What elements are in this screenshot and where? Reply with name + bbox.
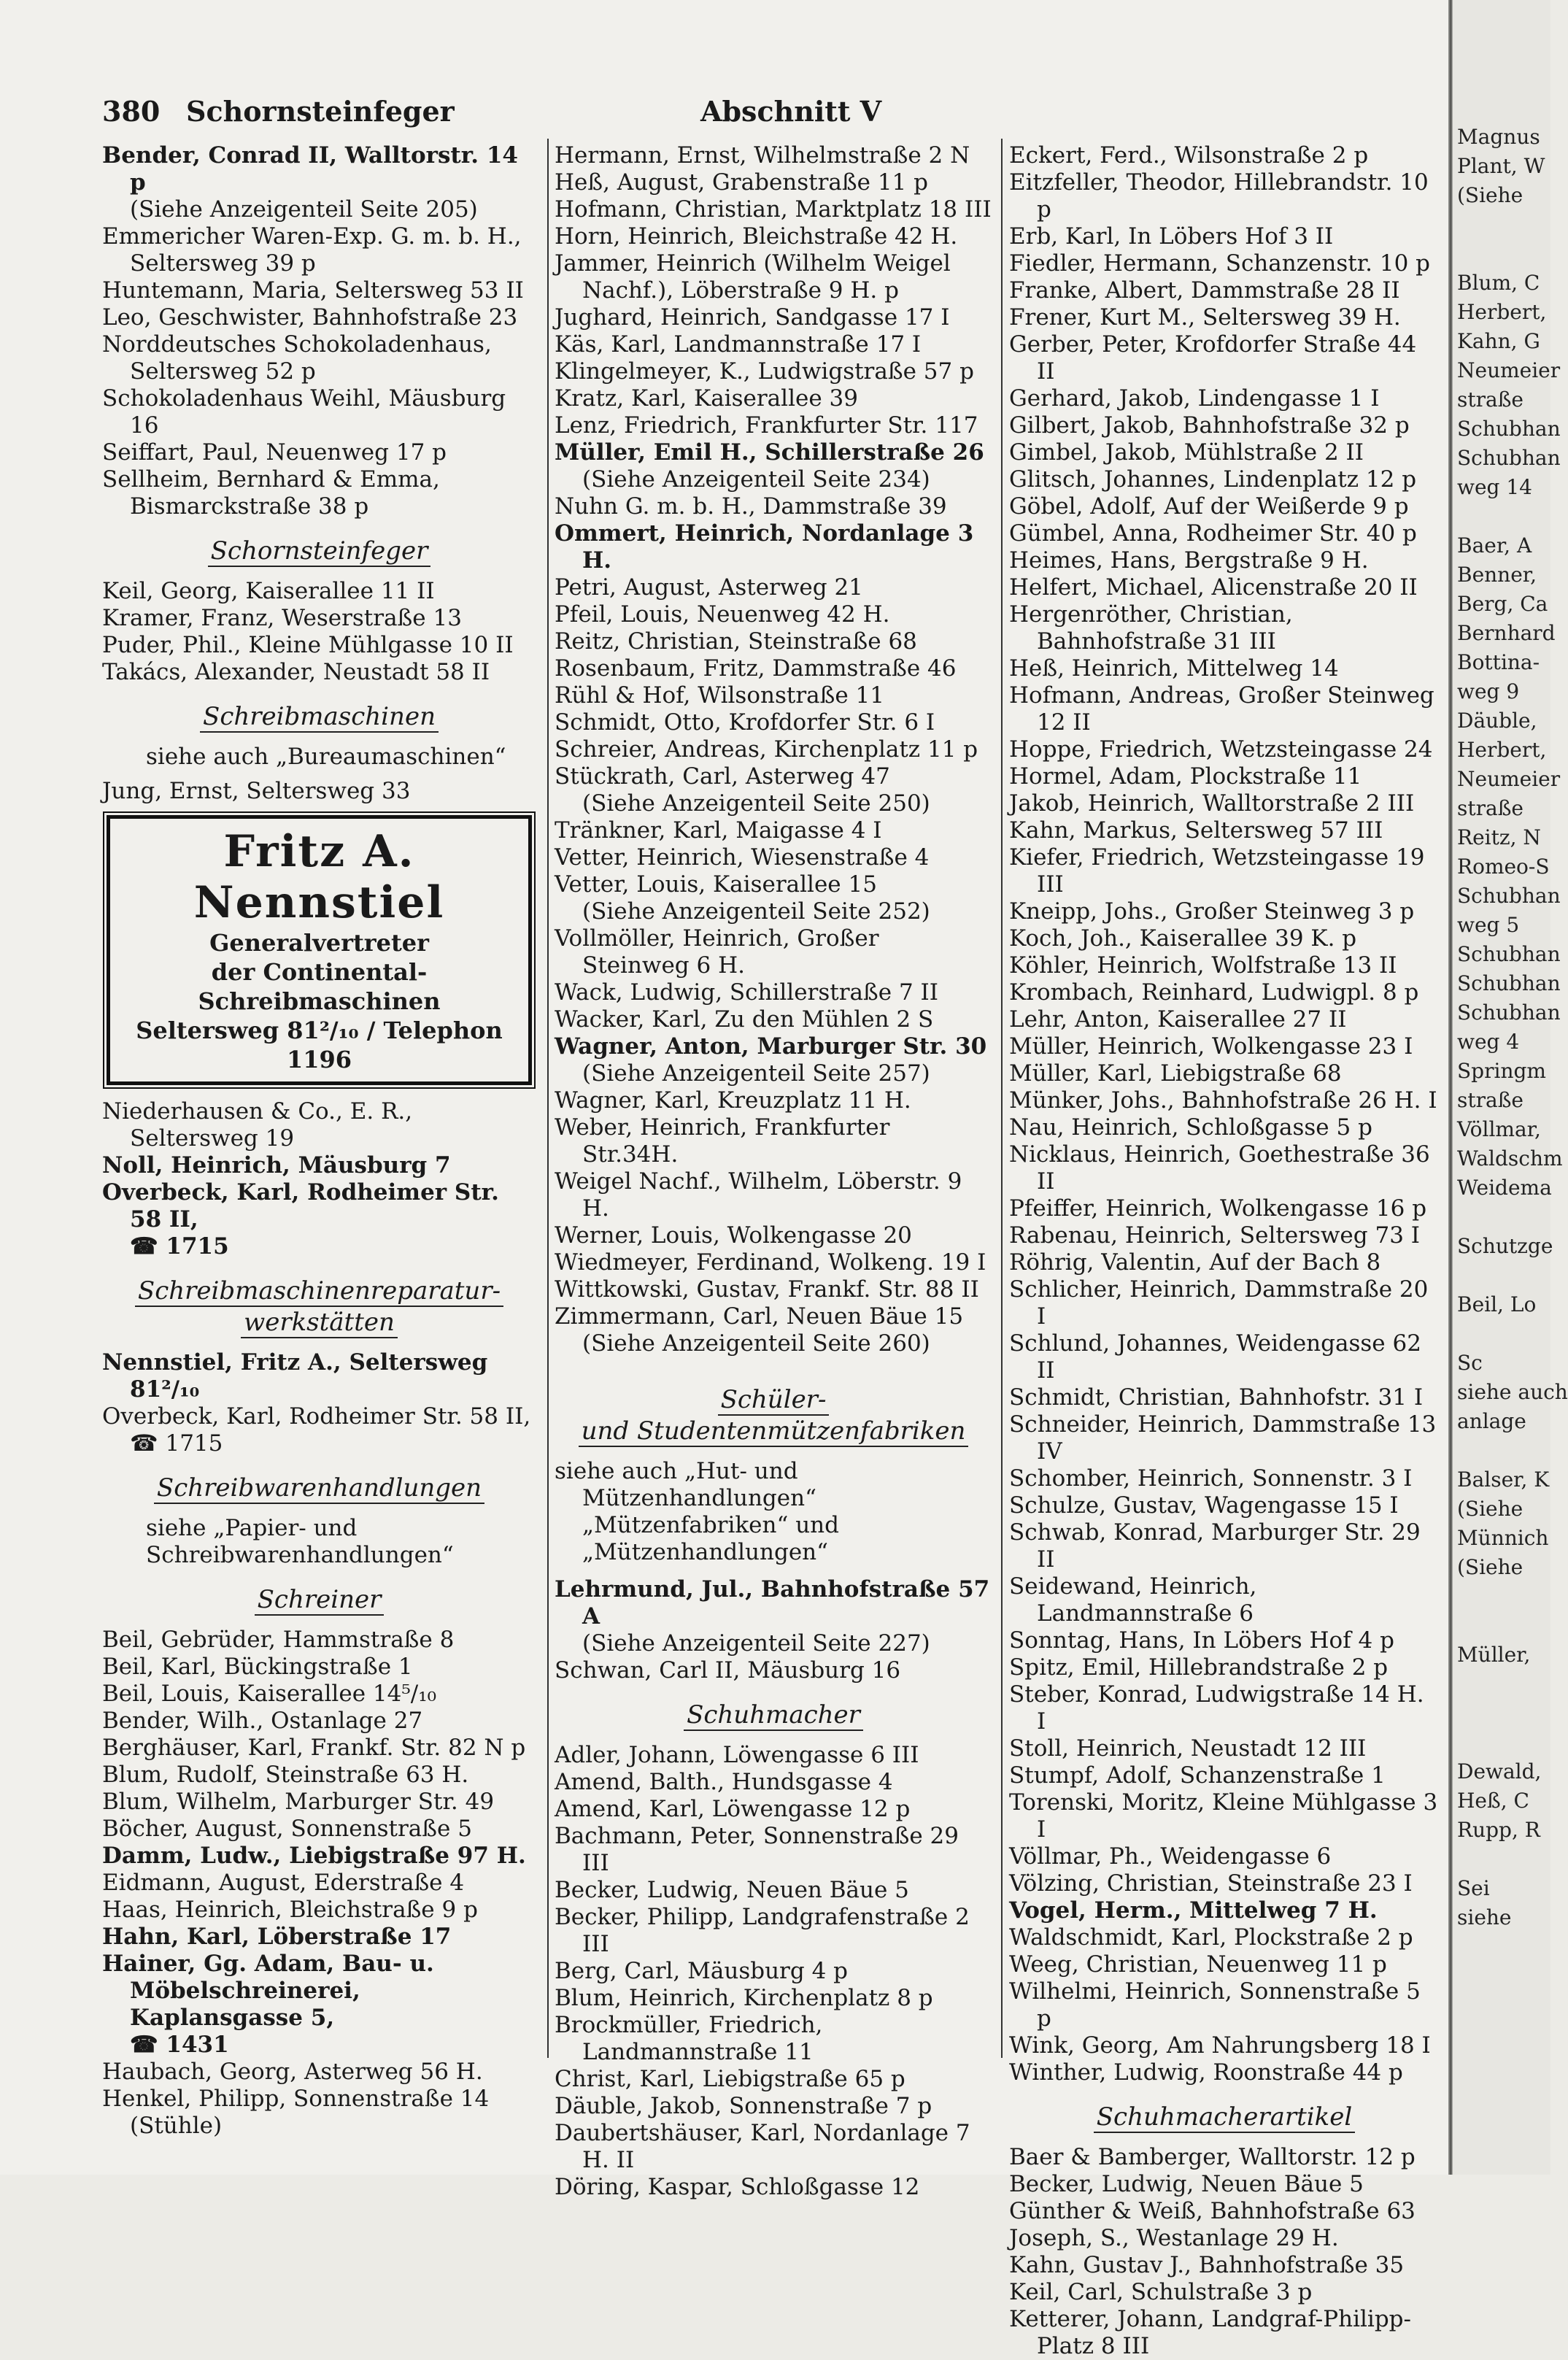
list-item: Baer & Bamberger, Walltorstr. 12 p xyxy=(1009,2144,1416,2170)
list-item: Sellheim, Bernhard & Emma, Bismarckstraße 38 p xyxy=(102,466,440,520)
list-item: Erb, Karl, In Löbers Hof 3 II xyxy=(1009,223,1334,250)
list-item: Vetter, Louis, Kaiserallee 15 xyxy=(555,871,877,898)
list-item: Rabenau, Heinrich, Seltersweg 73 I xyxy=(1009,1222,1421,1249)
column-2 xyxy=(555,142,992,2201)
list-item: Heß, August, Grabenstraße 11 p xyxy=(555,169,928,196)
telephone-icon: ☎ xyxy=(130,2032,158,2058)
adjacent-page-fragment: Herbert, xyxy=(1457,300,1547,324)
list-item: Koch, Joh., Kaiserallee 39 K. p xyxy=(1009,925,1357,952)
telephone-line xyxy=(102,1430,536,1457)
list-item: Schomber, Heinrich, Sonnenstr. 3 I xyxy=(1009,1465,1413,1492)
list-item: Schmidt, Otto, Krofdorfer Str. 6 I xyxy=(555,709,935,736)
adjacent-page-fragment: Schutzge xyxy=(1457,1234,1553,1258)
list-item: Seiffart, Paul, Neuenweg 17 p xyxy=(102,439,447,466)
list-item: Weber, Heinrich, Frankfurter Str.34H. xyxy=(555,1114,890,1168)
list-item: Adler, Johann, Löwengasse 6 III xyxy=(555,1742,919,1768)
list-item: Schneider, Heinrich, Dammstraße 13 IV xyxy=(1009,1411,1437,1465)
list-item: Nau, Heinrich, Schloßgasse 5 p xyxy=(1009,1114,1372,1141)
list-item: Weeg, Christian, Neuenweg 11 p xyxy=(1009,1951,1387,1978)
adjacent-page-fragment: Weidema xyxy=(1457,1176,1552,1200)
adjacent-page-fragment: Schubhan xyxy=(1457,942,1561,966)
list-item: Gimbel, Jakob, Mühlstraße 2 II xyxy=(1009,439,1364,466)
adjacent-page-fragment: Bernhard xyxy=(1457,621,1556,645)
ad-company-name: Fritz A. Nennstiel xyxy=(193,826,445,928)
list-item: Wink, Georg, Am Nahrungsberg 18 I xyxy=(1009,2032,1431,2059)
adjacent-page-fragment: Waldschm xyxy=(1457,1146,1563,1171)
list-item: Waldschmidt, Karl, Plockstraße 2 p xyxy=(1009,1924,1413,1951)
list-item: Horn, Heinrich, Bleichstraße 42 H. xyxy=(555,223,958,250)
adjacent-page-fragment: Neumeier xyxy=(1457,767,1561,791)
list-item: Bender, Wilh., Ostanlage 27 xyxy=(102,1708,423,1734)
list-item: Kramer, Franz, Weserstraße 13 xyxy=(102,605,462,631)
adjacent-page-fragment: straße xyxy=(1457,387,1523,412)
column-1 xyxy=(102,142,536,2140)
list-item: Petri, August, Asterweg 21 xyxy=(555,574,863,601)
see-also-note: siehe auch „Bureaumaschinen“ xyxy=(146,744,506,770)
telephone-number: 1715 xyxy=(165,1430,223,1457)
telephone-number: 1715 xyxy=(166,1233,229,1260)
section-heading-text: Schüler- xyxy=(718,1385,830,1416)
adjacent-page-fragment: straße xyxy=(1457,1088,1523,1112)
list-item: Brockmüller, Friedrich, Landmannstraße 11 xyxy=(555,2012,823,2065)
section-heading-text: Schreiner xyxy=(255,1585,385,1616)
telephone-number: 1431 xyxy=(166,2032,229,2058)
list-item: Becker, Ludwig, Neuen Bäue 5 xyxy=(555,1877,909,1903)
adjacent-page-fragment: Reitz, N xyxy=(1457,825,1541,849)
list-item: Keil, Carl, Schulstraße 3 p xyxy=(1009,2279,1313,2305)
list-item: Pfeiffer, Heinrich, Wolkengasse 16 p xyxy=(1009,1195,1427,1222)
list-item-note: (Siehe Anzeigenteil Seite 205) xyxy=(130,196,478,223)
list-item: Joseph, S., Westanlage 29 H. xyxy=(1009,2225,1339,2251)
list-item: Müller, Heinrich, Wolkengasse 23 I xyxy=(1009,1033,1413,1060)
adjacent-page-fragment: Sc xyxy=(1457,1351,1483,1375)
advertisement-box xyxy=(107,815,532,1085)
list-item: Hainer, Gg. Adam, Bau- u. Möbelschreinerei, Kaplansgasse 5, xyxy=(102,1951,434,2031)
list-item: Kneipp, Johs., Großer Steinweg 3 p xyxy=(1009,898,1415,925)
list-item: Schwab, Konrad, Marburger Str. 29 II xyxy=(1009,1519,1421,1573)
list-item: Völlmar, Ph., Weidengasse 6 xyxy=(1009,1843,1332,1870)
list-item: Bender, Conrad II, Walltorstr. 14 p xyxy=(102,142,518,196)
list-item: Röhrig, Valentin, Auf der Bach 8 xyxy=(1009,1249,1381,1276)
list-item: Amend, Balth., Hundsgasse 4 xyxy=(555,1769,893,1795)
telephone-line xyxy=(102,1233,536,1260)
adjacent-page-fragment: Schubhan xyxy=(1457,446,1561,470)
column-divider xyxy=(547,139,549,2058)
list-item: Berg, Carl, Mäusburg 4 p xyxy=(555,1958,848,1984)
list-item: Daubertshäuser, Karl, Nordanlage 7 H. II xyxy=(555,2120,970,2173)
list-item: Fiedler, Hermann, Schanzenstr. 10 p xyxy=(1009,250,1430,277)
list-item: Blum, Wilhelm, Marburger Str. 49 xyxy=(102,1789,495,1815)
list-item: Schlicher, Heinrich, Dammstraße 20 I xyxy=(1009,1276,1429,1330)
list-item: Nicklaus, Heinrich, Goethestraße 36 II xyxy=(1009,1141,1430,1195)
list-item: Hoppe, Friedrich, Wetzsteingasse 24 xyxy=(1009,736,1433,763)
adjacent-page-fragment: Schubhan xyxy=(1457,971,1561,995)
adjacent-page-fragment: (Siehe xyxy=(1457,1555,1523,1579)
adjacent-page-fragment: (Siehe xyxy=(1457,1497,1523,1521)
list-item: Glitsch, Johannes, Lindenplatz 12 p xyxy=(1009,466,1417,493)
list-item: Völzing, Christian, Steinstraße 23 I xyxy=(1009,1870,1413,1897)
list-item: Heß, Heinrich, Mittelweg 14 xyxy=(1009,655,1339,682)
list-item-note: (Siehe Anzeigenteil Seite 234) xyxy=(582,466,930,493)
list-item: Amend, Karl, Löwengasse 12 p xyxy=(555,1796,911,1822)
running-title: Schornsteinfeger xyxy=(186,95,455,128)
list-item: Lehrmund, Jul., Bahnhofstraße 57 A xyxy=(555,1576,990,1630)
list-item: Müller, Karl, Liebigstraße 68 xyxy=(1009,1060,1342,1087)
telephone-icon: ☎ xyxy=(130,1430,158,1457)
adjacent-page-fragment: Dewald, xyxy=(1457,1759,1542,1784)
adjacent-page-fragment: Springm xyxy=(1457,1059,1546,1083)
list-item: Wilhelmi, Heinrich, Sonnenstraße 5 p xyxy=(1009,1978,1421,2032)
list-item: Böcher, August, Sonnenstraße 5 xyxy=(102,1816,472,1842)
section-heading-text: werkstätten xyxy=(241,1308,398,1338)
list-item: Hahn, Karl, Löberstraße 17 xyxy=(102,1924,452,1950)
column-divider xyxy=(1001,139,1003,2058)
adjacent-page-fragment: Benner, xyxy=(1457,563,1537,587)
section-heading xyxy=(102,703,536,730)
list-item: Däuble, Jakob, Sonnenstraße 7 p xyxy=(555,2093,932,2119)
list-item: Gümbel, Anna, Rodheimer Str. 40 p xyxy=(1009,520,1417,547)
list-item: Eitzfeller, Theodor, Hillebrandstr. 10 p xyxy=(1009,169,1429,223)
list-item: Haubach, Georg, Asterweg 56 H. xyxy=(102,2059,483,2085)
section-heading xyxy=(555,1702,992,1729)
list-item: Keil, Georg, Kaiserallee 11 II xyxy=(102,578,435,604)
list-item: Hofmann, Christian, Marktplatz 18 III xyxy=(555,196,992,223)
list-item: Eckert, Ferd., Wilsonstraße 2 p xyxy=(1009,142,1369,169)
section-title: Abschnitt V xyxy=(700,95,882,128)
list-item: Blum, Rudolf, Steinstraße 63 H. xyxy=(102,1762,469,1788)
adjacent-page-fragment: Schubhan xyxy=(1457,417,1561,441)
adjacent-page-edge xyxy=(1453,0,1568,2175)
list-item: Noll, Heinrich, Mäusburg 7 xyxy=(102,1152,451,1179)
list-item: Ketterer, Johann, Landgraf-Philipp-Platz 8 III xyxy=(1009,2306,1411,2359)
list-item: Schreier, Andreas, Kirchenplatz 11 p xyxy=(555,736,978,763)
list-item: Döring, Kaspar, Schloßgasse 12 xyxy=(555,2174,920,2200)
list-item: Gilbert, Jakob, Bahnhofstraße 32 p xyxy=(1009,412,1410,439)
adjacent-page-fragment: Bottina- xyxy=(1457,650,1540,674)
adjacent-page-fragment: Sei xyxy=(1457,1876,1490,1900)
adjacent-page-fragment: Berg, Ca xyxy=(1457,592,1548,616)
list-item: Vetter, Heinrich, Wiesenstraße 4 xyxy=(555,844,930,871)
list-item: Jakob, Heinrich, Walltorstraße 2 III xyxy=(1009,790,1415,817)
adjacent-page-fragment: Schubhan xyxy=(1457,1000,1561,1025)
list-item: Haas, Heinrich, Bleichstraße 9 p xyxy=(102,1897,478,1923)
list-item: Gerhard, Jakob, Lindengasse 1 I xyxy=(1009,385,1380,412)
list-item: Zimmermann, Carl, Neuen Bäue 15 xyxy=(555,1303,964,1330)
adjacent-page-fragment: straße xyxy=(1457,796,1523,820)
list-item: Becker, Philipp, Landgrafenstraße 2 III xyxy=(555,1904,970,1957)
adjacent-page-fragment: Balser, K xyxy=(1457,1468,1550,1492)
list-item: Overbeck, Karl, Rodheimer Str. 58 II, xyxy=(102,1179,499,1233)
adjacent-page-fragment: Schubhan xyxy=(1457,884,1561,908)
list-item: Schmidt, Christian, Bahnhofstr. 31 I xyxy=(1009,1384,1424,1411)
section-heading xyxy=(555,1418,992,1445)
list-item: Sonntag, Hans, In Löbers Hof 4 p xyxy=(1009,1627,1394,1654)
list-item: Kahn, Gustav J., Bahnhofstraße 35 xyxy=(1009,2252,1405,2278)
adjacent-page-fragment: (Siehe xyxy=(1457,183,1523,207)
list-item: Spitz, Emil, Hillebrandstraße 2 p xyxy=(1009,1654,1389,1681)
adjacent-page-fragment: Plant, W xyxy=(1457,154,1545,178)
adjacent-page-fragment: Kahn, G xyxy=(1457,329,1540,353)
list-item: Stumpf, Adolf, Schanzenstraße 1 xyxy=(1009,1762,1386,1789)
list-item: Beil, Karl, Bückingstraße 1 xyxy=(102,1654,413,1680)
page-number: 380 xyxy=(102,95,161,128)
list-item: Emmericher Waren-Exp. G. m. b. H., Seltersweg 39 p xyxy=(102,223,522,277)
list-item: Kiefer, Friedrich, Wetzsteingasse 19 III xyxy=(1009,844,1425,898)
adjacent-page-fragment: Baer, A xyxy=(1457,533,1532,558)
list-item: Gerber, Peter, Krofdorfer Straße 44 II xyxy=(1009,331,1417,385)
list-item: Lehr, Anton, Kaiserallee 27 II xyxy=(1009,1006,1347,1033)
list-item: Wittkowski, Gustav, Frankf. Str. 88 II xyxy=(555,1276,979,1303)
list-item: Niederhausen & Co., E. R., Seltersweg 19 xyxy=(102,1098,413,1152)
list-item: Köhler, Heinrich, Wolfstraße 13 II xyxy=(1009,952,1397,979)
list-item: Hormel, Adam, Plockstraße 11 xyxy=(1009,763,1362,790)
list-item: Kahn, Markus, Seltersweg 57 III xyxy=(1009,817,1383,844)
list-item: Käs, Karl, Landmannstraße 17 I xyxy=(555,331,922,358)
section-heading-text: Schuhmacher xyxy=(684,1700,863,1731)
ad-line: der Continental-Schreibmaschinen xyxy=(198,958,441,1015)
list-item-note: (Siehe Anzeigenteil Seite 260) xyxy=(582,1330,930,1357)
list-item: Hermann, Ernst, Wilhelmstraße 2 N xyxy=(555,142,970,169)
list-item: Helfert, Michael, Alicenstraße 20 II xyxy=(1009,574,1418,601)
adjacent-page-fragment: Heß, C xyxy=(1457,1789,1529,1813)
adjacent-page-fragment: weg 5 xyxy=(1457,913,1520,937)
list-item: Christ, Karl, Liebigstraße 65 p xyxy=(555,2066,905,2092)
ad-line: Seltersweg 81²/₁₀ / Telephon 1196 xyxy=(136,1017,503,1073)
list-item: Stückrath, Carl, Asterweg 47 xyxy=(555,763,890,790)
list-item: Ommert, Heinrich, Nordanlage 3 H. xyxy=(555,520,974,574)
list-item: Wagner, Karl, Kreuzplatz 11 H. xyxy=(555,1087,911,1114)
adjacent-page-fragment: Blum, C xyxy=(1457,271,1540,295)
list-item: Frener, Kurt M., Seltersweg 39 H. xyxy=(1009,304,1401,331)
adjacent-page-fragment: siehe xyxy=(1457,1905,1512,1929)
ad-line: Generalvertreter xyxy=(209,929,429,957)
section-heading xyxy=(102,1309,536,1336)
list-item: Franke, Albert, Dammstraße 28 II xyxy=(1009,277,1400,304)
list-item: Nennstiel, Fritz A., Seltersweg 81²/₁₀ xyxy=(102,1349,488,1403)
list-item: Overbeck, Karl, Rodheimer Str. 58 II, xyxy=(102,1403,531,1430)
list-item: Göbel, Adolf, Auf der Weißerde 9 p xyxy=(1009,493,1409,520)
telephone-line xyxy=(102,2032,536,2059)
see-also-note: siehe auch „Hut- und Mützenhandlungen“ „Mützenfabriken“ und „Mützenhandlungen“ xyxy=(555,1458,839,1565)
list-item: Münker, Johs., Bahnhofstraße 26 H. I xyxy=(1009,1087,1437,1114)
list-item: Norddeutsches Schokoladenhaus, Seltersweg 52 p xyxy=(102,331,492,385)
list-item: Krombach, Reinhard, Ludwigpl. 8 p xyxy=(1009,979,1419,1006)
list-item: Vogel, Herm., Mittelweg 7 H. xyxy=(1009,1897,1378,1924)
list-item-note: (Siehe Anzeigenteil Seite 257) xyxy=(582,1060,930,1087)
list-item: Huntemann, Maria, Seltersweg 53 II xyxy=(102,277,524,304)
list-item: Winther, Ludwig, Roonstraße 44 p xyxy=(1009,2059,1403,2086)
adjacent-page-fragment: weg 4 xyxy=(1457,1030,1520,1054)
list-item: Blum, Heinrich, Kirchenplatz 8 p xyxy=(555,1985,933,2011)
list-item: Berghäuser, Karl, Frankf. Str. 82 N p xyxy=(102,1735,526,1761)
list-item: Wacker, Karl, Zu den Mühlen 2 S xyxy=(555,1006,934,1033)
adjacent-page-fragment: weg 9 xyxy=(1457,679,1520,703)
list-item: Günther & Weiß, Bahnhofstraße 63 xyxy=(1009,2198,1416,2224)
list-item: Leo, Geschwister, Bahnhofstraße 23 xyxy=(102,304,518,331)
section-heading xyxy=(102,1475,536,1502)
list-item: Jughard, Heinrich, Sandgasse 17 I xyxy=(555,304,950,331)
list-item: Schokoladenhaus Weihl, Mäusburg 16 xyxy=(102,385,506,439)
list-item: Rühl & Hof, Wilsonstraße 11 xyxy=(555,682,884,709)
list-item: Jung, Ernst, Seltersweg 33 xyxy=(102,778,411,804)
list-item: Wack, Ludwig, Schillerstraße 7 II xyxy=(555,979,939,1006)
adjacent-page-fragment: Münnich xyxy=(1457,1526,1549,1550)
list-item-note: (Siehe Anzeigenteil Seite 250) xyxy=(582,790,930,817)
list-item: Hergenröther, Christian, Bahnhofstraße 31 III xyxy=(1009,601,1293,655)
list-item-note: (Siehe Anzeigenteil Seite 227) xyxy=(582,1630,930,1657)
section-heading xyxy=(102,538,536,565)
list-item: Stoll, Heinrich, Neustadt 12 III xyxy=(1009,1735,1367,1762)
list-item: Tränkner, Karl, Maigasse 4 I xyxy=(555,817,882,844)
adjacent-page-fragment: Beil, Lo xyxy=(1457,1292,1537,1316)
section-heading-text: Schornsteinfeger xyxy=(208,536,431,567)
list-item: Wiedmeyer, Ferdinand, Wolkeng. 19 I xyxy=(555,1249,986,1276)
list-item: Torenski, Moritz, Kleine Mühlgasse 3 I xyxy=(1009,1789,1438,1843)
section-heading xyxy=(102,1278,536,1305)
adjacent-page-fragment: anlage xyxy=(1457,1409,1526,1433)
section-heading-text: Schreibwarenhandlungen xyxy=(154,1473,484,1504)
list-item: Takács, Alexander, Neustadt 58 II xyxy=(102,659,490,685)
adjacent-page-fragment: Däuble, xyxy=(1457,709,1537,733)
list-item: Wagner, Anton, Marburger Str. 30 xyxy=(555,1033,987,1060)
list-item: Seidewand, Heinrich, Landmannstraße 6 xyxy=(1009,1573,1257,1627)
section-heading-text: und Studentenmützenfabriken xyxy=(579,1416,969,1447)
list-item: Becker, Ludwig, Neuen Bäue 5 xyxy=(1009,2171,1364,2197)
list-item: Kratz, Karl, Kaiserallee 39 xyxy=(555,385,858,412)
list-item: Eidmann, August, Ederstraße 4 xyxy=(102,1870,465,1896)
list-item: Beil, Gebrüder, Hammstraße 8 xyxy=(102,1627,455,1653)
adjacent-page-fragment: Völlmar, xyxy=(1457,1117,1541,1141)
list-item: Bachmann, Peter, Sonnenstraße 29 III xyxy=(555,1823,959,1876)
list-item: Heimes, Hans, Bergstraße 9 H. xyxy=(1009,547,1369,574)
adjacent-page-fragment: weg 14 xyxy=(1457,475,1532,499)
list-item: Steber, Konrad, Ludwigstraße 14 H. I xyxy=(1009,1681,1424,1735)
list-item: Vollmöller, Heinrich, Großer Steinweg 6 H. xyxy=(555,925,879,979)
adjacent-page-fragment: siehe auch xyxy=(1457,1380,1568,1404)
page-header xyxy=(102,95,992,139)
list-item: Werner, Louis, Wolkengasse 20 xyxy=(555,1222,912,1249)
adjacent-page-fragment: Müller, xyxy=(1457,1643,1531,1667)
section-heading xyxy=(102,1586,536,1613)
list-item: Müller, Emil H., Schillerstraße 26 xyxy=(555,439,984,466)
see-also-note: siehe „Papier- und Schreibwarenhandlungen“ xyxy=(146,1515,454,1568)
section-heading xyxy=(555,1387,992,1414)
list-item: Schulze, Gustav, Wagengasse 15 I xyxy=(1009,1492,1399,1519)
list-item: Lenz, Friedrich, Frankfurter Str. 117 xyxy=(555,412,978,439)
list-item: Puder, Phil., Kleine Mühlgasse 10 II xyxy=(102,632,514,658)
adjacent-page-fragment: Magnus xyxy=(1457,125,1540,149)
list-item: Weigel Nachf., Wilhelm, Löberstr. 9 H. xyxy=(555,1168,962,1222)
adjacent-page-fragment: Romeo-S xyxy=(1457,855,1550,879)
list-item: Hofmann, Andreas, Großer Steinweg 12 II xyxy=(1009,682,1434,736)
telephone-icon: ☎ xyxy=(130,1233,158,1260)
section-heading-text: Schreibmaschinenreparatur- xyxy=(135,1276,503,1307)
list-item: Schwan, Carl II, Mäusburg 16 xyxy=(555,1657,901,1684)
list-item: Rosenbaum, Fritz, Dammstraße 46 xyxy=(555,655,957,682)
adjacent-page-fragment: Herbert, xyxy=(1457,738,1547,762)
list-item: Nuhn G. m. b. H., Dammstraße 39 xyxy=(555,493,947,520)
list-item-note: (Siehe Anzeigenteil Seite 252) xyxy=(582,898,930,925)
section-heading xyxy=(1009,2104,1440,2131)
list-item: Henkel, Philipp, Sonnenstraße 14 xyxy=(102,2086,490,2112)
adjacent-page-fragment: Neumeier xyxy=(1457,358,1561,382)
list-item: Beil, Louis, Kaiserallee 14⁵/₁₀ xyxy=(102,1681,437,1707)
column-3 xyxy=(1009,142,1440,2360)
list-item: Damm, Ludw., Liebigstraße 97 H. xyxy=(102,1843,526,1869)
adjacent-page-fragment: Rupp, R xyxy=(1457,1818,1540,1842)
list-item: Klingelmeyer, K., Ludwigstraße 57 p xyxy=(555,358,974,385)
section-heading-text: Schuhmacherartikel xyxy=(1094,2102,1356,2133)
section-heading-text: Schreibmaschinen xyxy=(200,702,439,733)
list-item: Reitz, Christian, Steinstraße 68 xyxy=(555,628,917,655)
list-item: Jammer, Heinrich (Wilhelm Weigel Nachf.), Löberstraße 9 H. p xyxy=(555,250,951,304)
list-item: Schlund, Johannes, Weidengasse 62 II xyxy=(1009,1330,1421,1384)
list-item-note: (Stühle) xyxy=(130,2113,223,2139)
list-item: Pfeil, Louis, Neuenweg 42 H. xyxy=(555,601,890,628)
